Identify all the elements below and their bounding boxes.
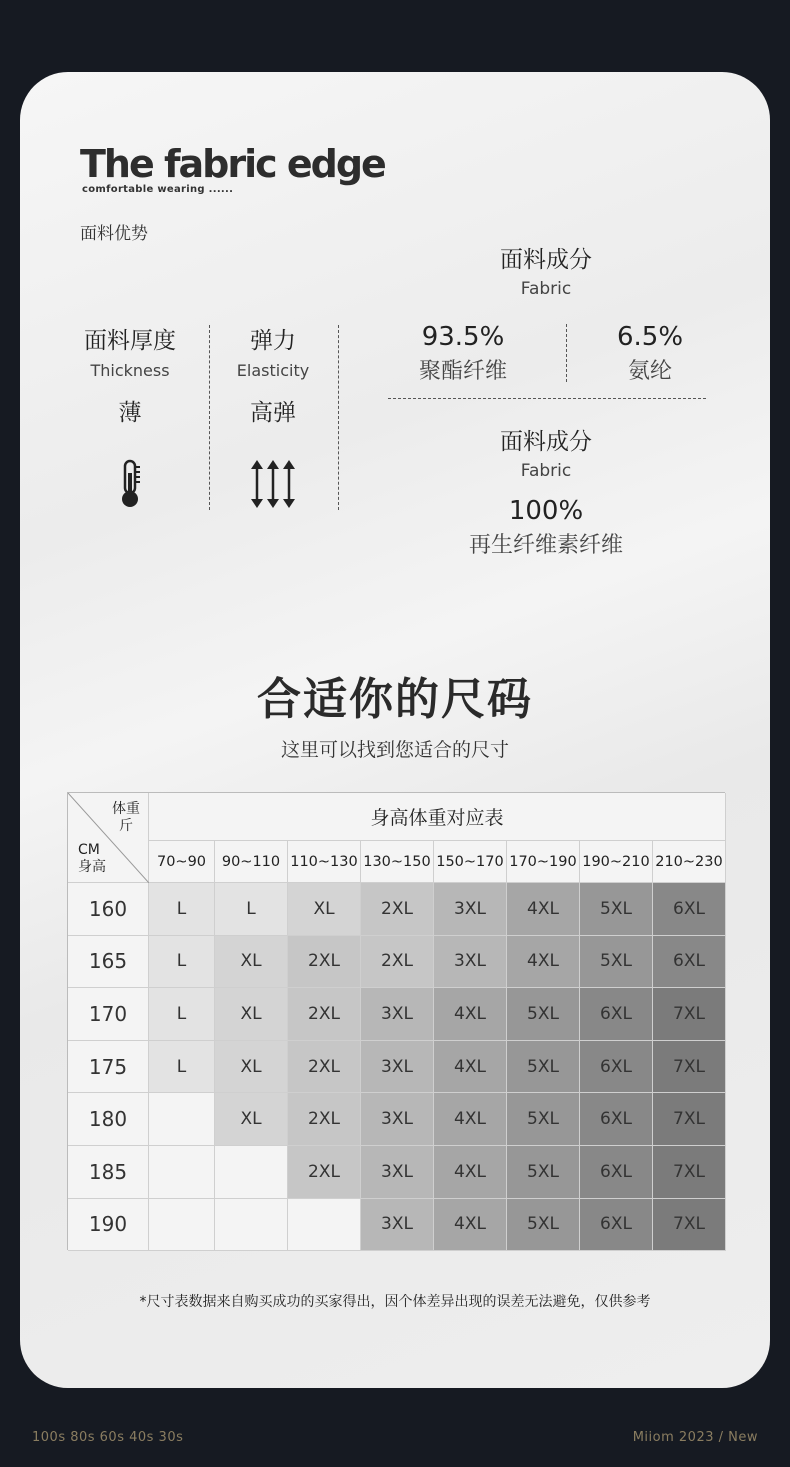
thickness-value: 薄 xyxy=(118,400,142,426)
size-cell: 6XL xyxy=(653,936,726,989)
divider xyxy=(388,398,706,399)
height-row-header: 160 xyxy=(68,883,149,936)
size-cell: 6XL xyxy=(580,1093,653,1146)
size-cell: XL xyxy=(215,1093,288,1146)
size-cell: 6XL xyxy=(653,883,726,936)
size-cell: 3XL xyxy=(434,936,507,989)
size-cell: 3XL xyxy=(361,1146,434,1199)
size-cell: L xyxy=(149,1041,215,1094)
size-cell: 4XL xyxy=(434,1041,507,1094)
stretch-arrows-icon xyxy=(213,459,333,509)
size-cell xyxy=(149,1199,215,1252)
size-cell: 5XL xyxy=(580,883,653,936)
size-cell: 5XL xyxy=(507,1199,580,1252)
height-row-header: 170 xyxy=(68,988,149,1041)
size-chart-table xyxy=(67,792,725,1250)
size-cell: 7XL xyxy=(653,1146,726,1199)
size-cell: L xyxy=(149,883,215,936)
size-cell: 7XL xyxy=(653,988,726,1041)
size-cell: 4XL xyxy=(507,883,580,936)
composition-title-2: 面料成分 xyxy=(500,429,592,455)
size-cell: 2XL xyxy=(288,1093,361,1146)
size-cell: 6XL xyxy=(580,1041,653,1094)
rayon-percent: 100% xyxy=(508,496,584,526)
size-cell: 4XL xyxy=(434,1093,507,1146)
height-row-header: 190 xyxy=(68,1199,149,1252)
size-cell: XL xyxy=(215,936,288,989)
composition-en: Fabric xyxy=(520,279,572,299)
size-cell: 6XL xyxy=(580,1146,653,1199)
size-chart-footnote: *尺寸表数据来自购买成功的买家得出，因个体差异出现的误差无法避免，仅供参考 xyxy=(139,1294,651,1310)
size-cell xyxy=(215,1199,288,1252)
composition-en-2: Fabric xyxy=(520,461,572,481)
thickness-label: 面料厚度 xyxy=(84,328,176,354)
size-cell: 7XL xyxy=(653,1093,726,1146)
size-cell: 2XL xyxy=(288,988,361,1041)
size-cell: 5XL xyxy=(507,1041,580,1094)
footer-right-text: Miiom 2023 / New xyxy=(632,1430,758,1445)
size-cell: XL xyxy=(288,883,361,936)
fabric-advantage-label: 面料优势 xyxy=(80,224,148,244)
size-cell: 2XL xyxy=(361,936,434,989)
weight-column-header: 190~210 xyxy=(580,841,653,883)
size-cell: 5XL xyxy=(580,936,653,989)
weight-column-header: 170~190 xyxy=(507,841,580,883)
height-row-header: 180 xyxy=(68,1093,149,1146)
size-cell: 3XL xyxy=(434,883,507,936)
rayon-name: 再生纤维素纤维 xyxy=(468,533,623,558)
size-cell: 3XL xyxy=(361,1041,434,1094)
size-cell: 3XL xyxy=(361,988,434,1041)
elasticity-attribute xyxy=(213,322,333,509)
size-cell xyxy=(149,1093,215,1146)
size-cell: L xyxy=(215,883,288,936)
size-cell: 3XL xyxy=(361,1093,434,1146)
divider xyxy=(209,325,210,510)
composition-title: 面料成分 xyxy=(500,247,592,273)
size-cell: 6XL xyxy=(580,1199,653,1252)
weight-column-header: 210~230 xyxy=(653,841,726,883)
footer-left-text: 100s 80s 60s 40s 30s xyxy=(32,1430,184,1445)
size-cell: 7XL xyxy=(653,1199,726,1252)
weight-column-header: 110~130 xyxy=(288,841,361,883)
height-row-header: 175 xyxy=(68,1041,149,1094)
thickness-attribute xyxy=(70,322,190,509)
thickness-en: Thickness xyxy=(90,361,170,380)
size-cell: 4XL xyxy=(434,1199,507,1252)
size-cell: 6XL xyxy=(580,988,653,1041)
size-section-subtitle: 这里可以找到您适合的尺寸 xyxy=(280,739,509,761)
size-cell: XL xyxy=(215,988,288,1041)
spandex-name: 氨纶 xyxy=(627,359,672,384)
weight-axis-label: 体重 斤 xyxy=(112,801,140,834)
size-cell: 5XL xyxy=(507,1146,580,1199)
brand-subtitle: comfortable wearing ...... xyxy=(82,184,234,195)
size-cell xyxy=(288,1199,361,1252)
size-cell: L xyxy=(149,988,215,1041)
height-axis-label: CM 身高 xyxy=(78,842,106,875)
spandex-percent: 6.5% xyxy=(616,322,684,352)
size-cell: 4XL xyxy=(434,1146,507,1199)
size-cell xyxy=(149,1146,215,1199)
divider xyxy=(338,325,339,510)
weight-column-header: 150~170 xyxy=(434,841,507,883)
thermometer-icon xyxy=(70,459,190,509)
height-row-header: 185 xyxy=(68,1146,149,1199)
polyester-name: 聚酯纤维 xyxy=(418,359,507,384)
weight-column-header: 70~90 xyxy=(149,841,215,883)
size-cell: 4XL xyxy=(507,936,580,989)
size-cell: 2XL xyxy=(288,1146,361,1199)
size-section-title: 合适你的尺码 xyxy=(257,674,533,725)
table-header-title: 身高体重对应表 xyxy=(149,793,726,841)
size-cell xyxy=(215,1146,288,1199)
weight-column-header: 130~150 xyxy=(361,841,434,883)
divider xyxy=(566,324,567,382)
size-cell: 4XL xyxy=(434,988,507,1041)
size-cell: XL xyxy=(215,1041,288,1094)
elasticity-value: 高弹 xyxy=(250,400,296,426)
size-cell: 2XL xyxy=(288,1041,361,1094)
height-row-header: 165 xyxy=(68,936,149,989)
size-cell: 2XL xyxy=(361,883,434,936)
size-cell: 5XL xyxy=(507,988,580,1041)
elasticity-en: Elasticity xyxy=(236,361,310,380)
brand-title: The fabric edge xyxy=(80,142,385,186)
size-cell: L xyxy=(149,936,215,989)
size-cell: 5XL xyxy=(507,1093,580,1146)
size-cell: 7XL xyxy=(653,1041,726,1094)
table-corner-cell xyxy=(68,793,149,883)
weight-column-header: 90~110 xyxy=(215,841,288,883)
size-cell: 2XL xyxy=(288,936,361,989)
elasticity-label: 弹力 xyxy=(250,328,296,354)
size-cell: 3XL xyxy=(361,1199,434,1252)
polyester-percent: 93.5% xyxy=(421,322,505,352)
